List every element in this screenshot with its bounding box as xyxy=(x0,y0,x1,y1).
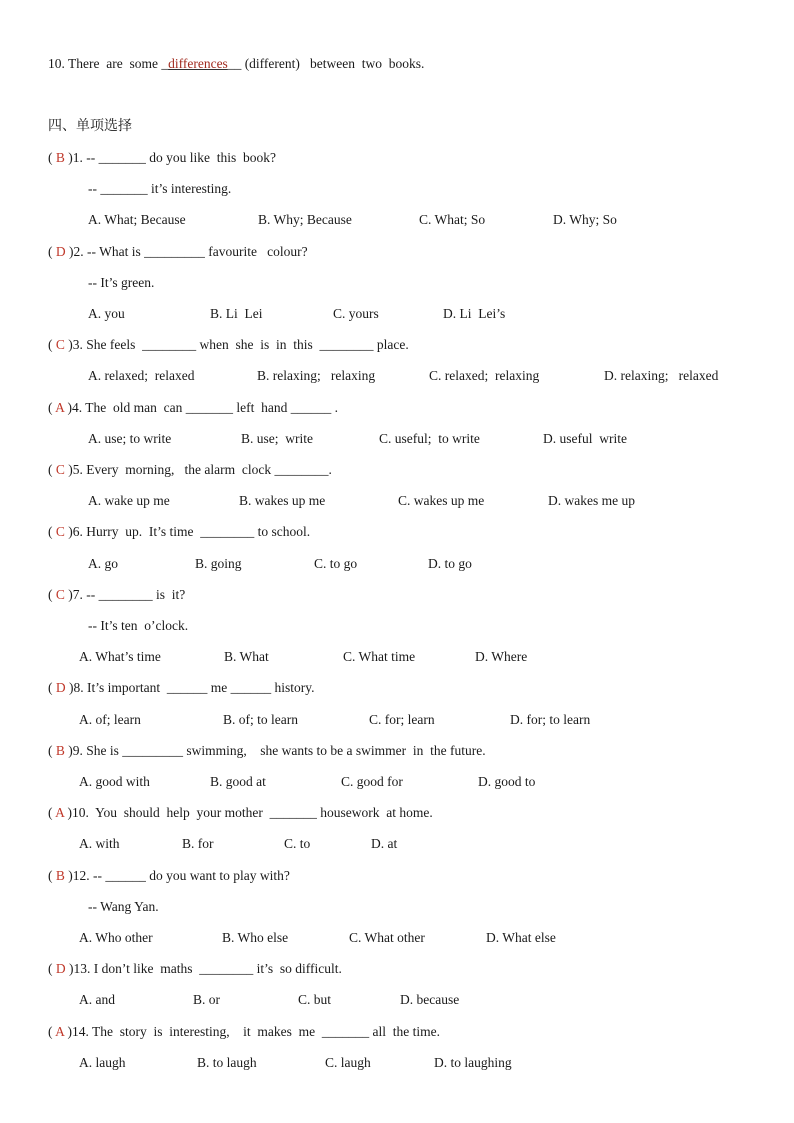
question-text: -- ______ do you want to play with? xyxy=(89,868,290,883)
question-number: 5. xyxy=(72,462,83,477)
question-text: I don’t like maths ________ it’s so difficult. xyxy=(90,961,342,976)
answer-letter: B xyxy=(55,868,65,883)
question-stem xyxy=(48,1023,440,1041)
answer-paren-close: ) xyxy=(64,400,73,415)
question-text: Every morning, the alarm clock ________. xyxy=(82,462,332,477)
option-a: A. and xyxy=(79,992,115,1007)
question-text: -- _______ do you like this book? xyxy=(82,150,276,165)
option-c: C. What other xyxy=(349,930,425,945)
option-c: C. What time xyxy=(343,649,416,664)
option-d: D. for; to learn xyxy=(510,712,591,727)
answer-paren-open: ( xyxy=(48,743,56,758)
question-stem xyxy=(48,523,310,541)
option-c: C. good for xyxy=(341,774,403,789)
question-text: She feels ________ when she is in this ________ place. xyxy=(82,337,409,352)
answer-paren-open: ( xyxy=(48,805,56,820)
answer-paren-close: ) xyxy=(64,524,73,539)
answer-paren-close: ) xyxy=(65,961,74,976)
answer-letter: C xyxy=(55,462,65,477)
answer-paren-open: ( xyxy=(48,587,56,602)
fill-in-answer: differences xyxy=(168,56,228,71)
answer-paren-open: ( xyxy=(48,1024,56,1039)
question-number: 14. xyxy=(72,1024,89,1039)
answer-paren-open: ( xyxy=(48,244,56,259)
question-stem xyxy=(48,960,342,978)
question-number: 2. xyxy=(73,244,84,259)
answer-letter: B xyxy=(55,743,65,758)
option-c: C. yours xyxy=(333,306,379,321)
answer-paren-close: ) xyxy=(64,1024,73,1039)
option-a: A. Who other xyxy=(79,930,153,945)
question-stem xyxy=(48,804,433,822)
option-a: A. with xyxy=(79,836,120,851)
option-c: C. wakes up me xyxy=(398,493,485,508)
question-text: -- ________ is it? xyxy=(82,587,186,602)
answer-paren-close: ) xyxy=(64,743,73,758)
answer-paren-close: ) xyxy=(64,150,73,165)
answer-letter: D xyxy=(55,961,66,976)
option-b: B. to laugh xyxy=(197,1055,257,1070)
option-c: C. to xyxy=(284,836,311,851)
dialogue-line: -- Wang Yan. xyxy=(88,899,159,914)
answer-letter: C xyxy=(55,337,65,352)
answer-letter: C xyxy=(55,587,65,602)
question-number: 9. xyxy=(72,743,83,758)
dialogue-line: -- It’s ten o’clock. xyxy=(88,618,189,633)
option-d: D. Where xyxy=(475,649,528,664)
answer-paren-close: ) xyxy=(64,868,73,883)
answer-paren-open: ( xyxy=(48,868,56,883)
option-b: B. of; to learn xyxy=(223,712,298,727)
question-number: 3. xyxy=(72,337,83,352)
answer-letter: A xyxy=(55,1024,65,1039)
question-text: You should help your mother _______ housework at home. xyxy=(88,805,433,820)
question-stem xyxy=(48,149,276,167)
dialogue-line: -- It’s green. xyxy=(88,275,155,290)
option-d: D. Why; So xyxy=(553,212,617,227)
question-number: 12. xyxy=(72,868,90,883)
question-number: 13. xyxy=(73,961,91,976)
dialogue-line: -- _______ it’s interesting. xyxy=(88,181,232,196)
answer-paren-close: ) xyxy=(65,244,74,259)
option-c: C. but xyxy=(298,992,332,1007)
question-number: 8. xyxy=(73,680,84,695)
option-d: D. Li Lei’s xyxy=(443,306,506,321)
option-d: D. good to xyxy=(478,774,536,789)
question-stem xyxy=(48,243,308,261)
answer-paren-close: ) xyxy=(64,337,73,352)
option-b: B. Why; Because xyxy=(258,212,352,227)
answer-letter: A xyxy=(55,400,65,415)
option-b: B. What xyxy=(224,649,269,664)
answer-paren-open: ( xyxy=(48,680,56,695)
answer-paren-open: ( xyxy=(48,400,56,415)
question-stem xyxy=(48,586,185,604)
question-text: Hurry up. It’s time ________ to school. xyxy=(82,524,311,539)
answer-letter: D xyxy=(55,680,66,695)
question-text: She is _________ swimming, she wants to be a swimmer in the future. xyxy=(82,743,486,758)
question-text: -- What is _________ favourite colour? xyxy=(83,244,308,259)
option-c: C. relaxed; relaxing xyxy=(429,368,540,383)
option-b: B. relaxing; relaxing xyxy=(257,368,376,383)
option-c: C. for; learn xyxy=(369,712,435,727)
answer-paren-close: ) xyxy=(64,462,73,477)
option-b: B. Li Lei xyxy=(210,306,263,321)
option-c: C. to go xyxy=(314,556,358,571)
option-d: D. What else xyxy=(486,930,556,945)
question-text: The old man can _______ left hand ______ . xyxy=(82,400,338,415)
option-c: C. useful; to write xyxy=(379,431,480,446)
option-b: B. for xyxy=(182,836,214,851)
option-b: B. good at xyxy=(210,774,266,789)
option-a: A. of; learn xyxy=(79,712,141,727)
answer-paren-open: ( xyxy=(48,150,56,165)
question-number: 7. xyxy=(72,587,83,602)
option-d: D. wakes me up xyxy=(548,493,635,508)
option-b: B. Who else xyxy=(222,930,289,945)
option-a: A. use; to write xyxy=(88,431,172,446)
question-stem xyxy=(48,742,486,760)
option-c: C. laugh xyxy=(325,1055,371,1070)
answer-paren-close: ) xyxy=(64,805,73,820)
question-number: 4. xyxy=(72,400,83,415)
option-a: A. good with xyxy=(79,774,150,789)
answer-paren-open: ( xyxy=(48,337,56,352)
option-a: A. relaxed; relaxed xyxy=(88,368,195,383)
fill-in-prefix: 10. There are some xyxy=(48,56,162,71)
section-title: 四、单项选择 xyxy=(48,118,132,134)
question-number: 10. xyxy=(72,805,89,820)
answer-paren-close: ) xyxy=(65,680,74,695)
answer-paren-close: ) xyxy=(64,587,73,602)
answer-letter: B xyxy=(55,150,65,165)
question-stem xyxy=(48,336,409,354)
option-b: B. wakes up me xyxy=(239,493,326,508)
answer-letter: C xyxy=(55,524,65,539)
option-b: B. or xyxy=(193,992,220,1007)
fill-in-item xyxy=(48,55,424,73)
option-a: A. laugh xyxy=(79,1055,126,1070)
option-d: D. at xyxy=(371,836,398,851)
option-d: D. to go xyxy=(428,556,472,571)
option-a: A. What; Because xyxy=(88,212,186,227)
fill-in-suffix: (different) between two books. xyxy=(241,56,425,71)
option-d: D. because xyxy=(400,992,460,1007)
option-d: D. useful write xyxy=(543,431,627,446)
answer-paren-open: ( xyxy=(48,462,56,477)
option-b: B. use; write xyxy=(241,431,313,446)
option-a: A. What’s time xyxy=(79,649,161,664)
question-stem xyxy=(48,461,332,479)
question-number: 1. xyxy=(72,150,83,165)
question-stem xyxy=(48,867,290,885)
question-text: The story is interesting, it makes me _______ all the time. xyxy=(88,1024,440,1039)
question-stem xyxy=(48,679,314,697)
option-d: D. relaxing; relaxed xyxy=(604,368,719,383)
answer-letter: D xyxy=(55,244,66,259)
fill-in-blank-right: __ xyxy=(227,56,242,71)
option-d: D. to laughing xyxy=(434,1055,512,1070)
fill-in-blank-left: _ xyxy=(161,56,169,71)
question-stem xyxy=(48,399,338,417)
question-text: It’s important ______ me ______ history. xyxy=(83,680,315,695)
option-a: A. go xyxy=(88,556,118,571)
option-c: C. What; So xyxy=(419,212,486,227)
answer-letter: A xyxy=(55,805,65,820)
answer-paren-open: ( xyxy=(48,524,56,539)
answer-paren-open: ( xyxy=(48,961,56,976)
question-number: 6. xyxy=(72,524,83,539)
option-b: B. going xyxy=(195,556,242,571)
option-a: A. you xyxy=(88,306,125,321)
option-a: A. wake up me xyxy=(88,493,170,508)
